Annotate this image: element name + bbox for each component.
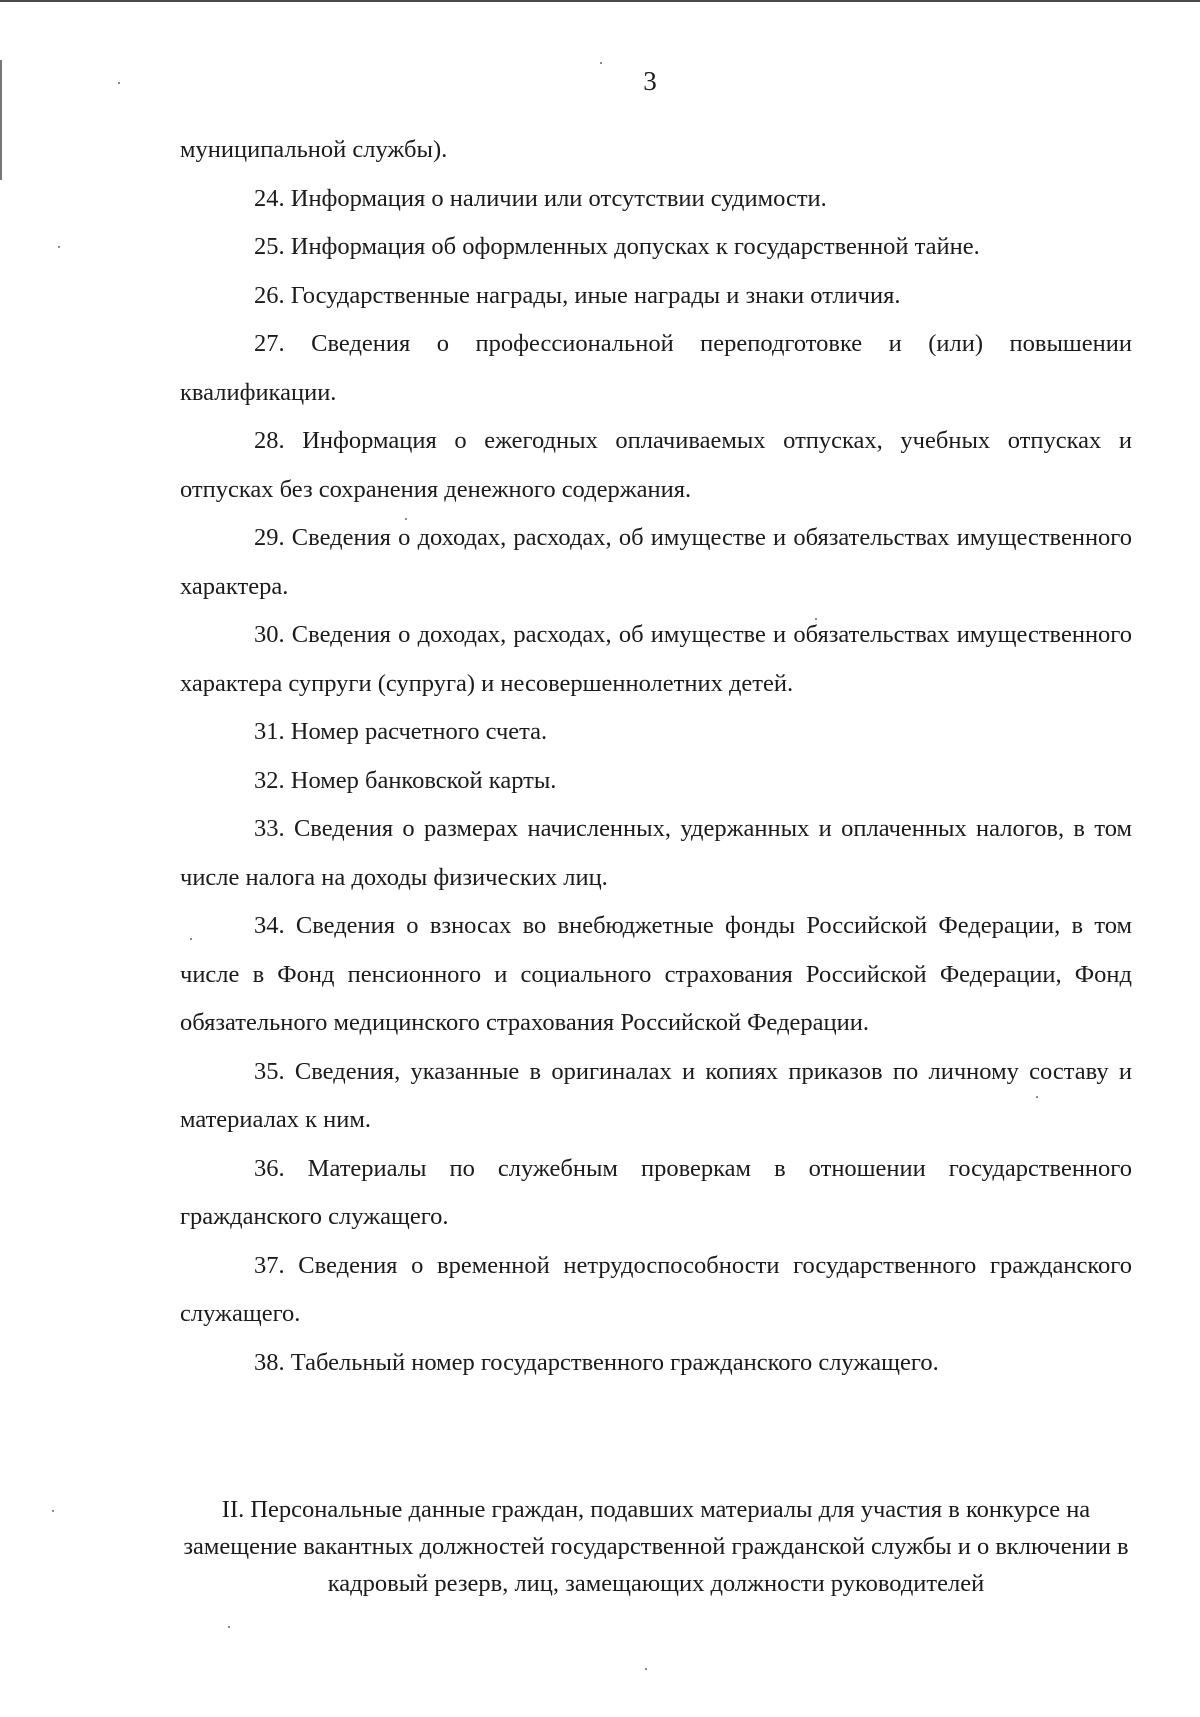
paragraph-item-32: 32. Номер банковской карты. <box>254 766 557 794</box>
scan-speck <box>815 618 817 620</box>
scan-speck <box>52 1510 54 1512</box>
page-number: 3 <box>643 66 657 96</box>
paragraph-item-25: 25. Информация об оформленных допусках к государственной тайне. <box>254 233 980 260</box>
scan-speck <box>228 1626 230 1628</box>
paragraph-item-29: 29. Сведения о доходах, расходах, об имуществе и обязательствах имущественного характера. <box>180 524 1132 600</box>
paragraph-item-28: 28. Информация о ежегодных оплачиваемых отпусках, учебных отпусках и отпусках без сохранения денежного содержания. <box>180 427 1132 503</box>
paragraph-item-38: 38. Табельный номер государственного гражданского служащего. <box>254 1348 939 1376</box>
paragraph-item-35: 35. Сведения, указанные в оригиналах и копиях приказов по личному составу и материалах к ним. <box>180 1057 1132 1133</box>
scan-speck <box>645 1668 647 1670</box>
paragraph-continuation: муниципальной службы). <box>180 136 448 163</box>
paragraph-item-31: 31. Номер расчетного счета. <box>254 718 548 745</box>
scan-speck <box>1036 1096 1038 1098</box>
paragraph-item-24: 24. Информация о наличии или отсутствии судимости. <box>254 184 827 212</box>
scan-edge-top <box>0 0 1200 2</box>
section-heading: II. Персональные данные граждан, подавших материалы для участия в конкурсе на замещение вакантных должностей государственной гражданской службы и о включении в кадровый резерв, лиц, замещающих должности руководителей <box>183 1496 1129 1597</box>
scan-speck <box>118 82 120 84</box>
scan-speck <box>405 518 407 520</box>
paragraph-item-26: 26. Государственные награды, иные награды и знаки отличия. <box>254 281 901 309</box>
paragraph-item-30: 30. Сведения о доходах, расходах, об имуществе и обязательствах имущественного характера супруги (супруга) и несовершеннолетних детей. <box>180 621 1132 697</box>
scan-speck <box>600 62 602 64</box>
paragraph-item-34: 34. Сведения о взносах во внебюджетные фонды Российской Федерации, в том числе в Фонд пенсионного и социального страхования Российской Федерации, Фонд обязательного медицинского страхования Российской Федерации. <box>180 912 1132 1036</box>
document-body <box>180 126 1132 1387</box>
scan-speck <box>190 938 192 940</box>
paragraph-item-37: 37. Сведения о временной нетрудоспособности государственного гражданского служащего. <box>180 1251 1132 1327</box>
paragraph-item-36: 36. Материалы по служебным проверкам в отношении государственного гражданского служащего. <box>180 1154 1132 1230</box>
paragraph-item-27: 27. Сведения о профессиональной переподготовке и (или) повышении квалификации. <box>180 330 1132 406</box>
scan-speck <box>58 246 60 248</box>
paragraph-item-33: 33. Сведения о размерах начисленных, удержанных и оплаченных налогов, в том числе налога на доходы физических лиц. <box>180 815 1132 891</box>
